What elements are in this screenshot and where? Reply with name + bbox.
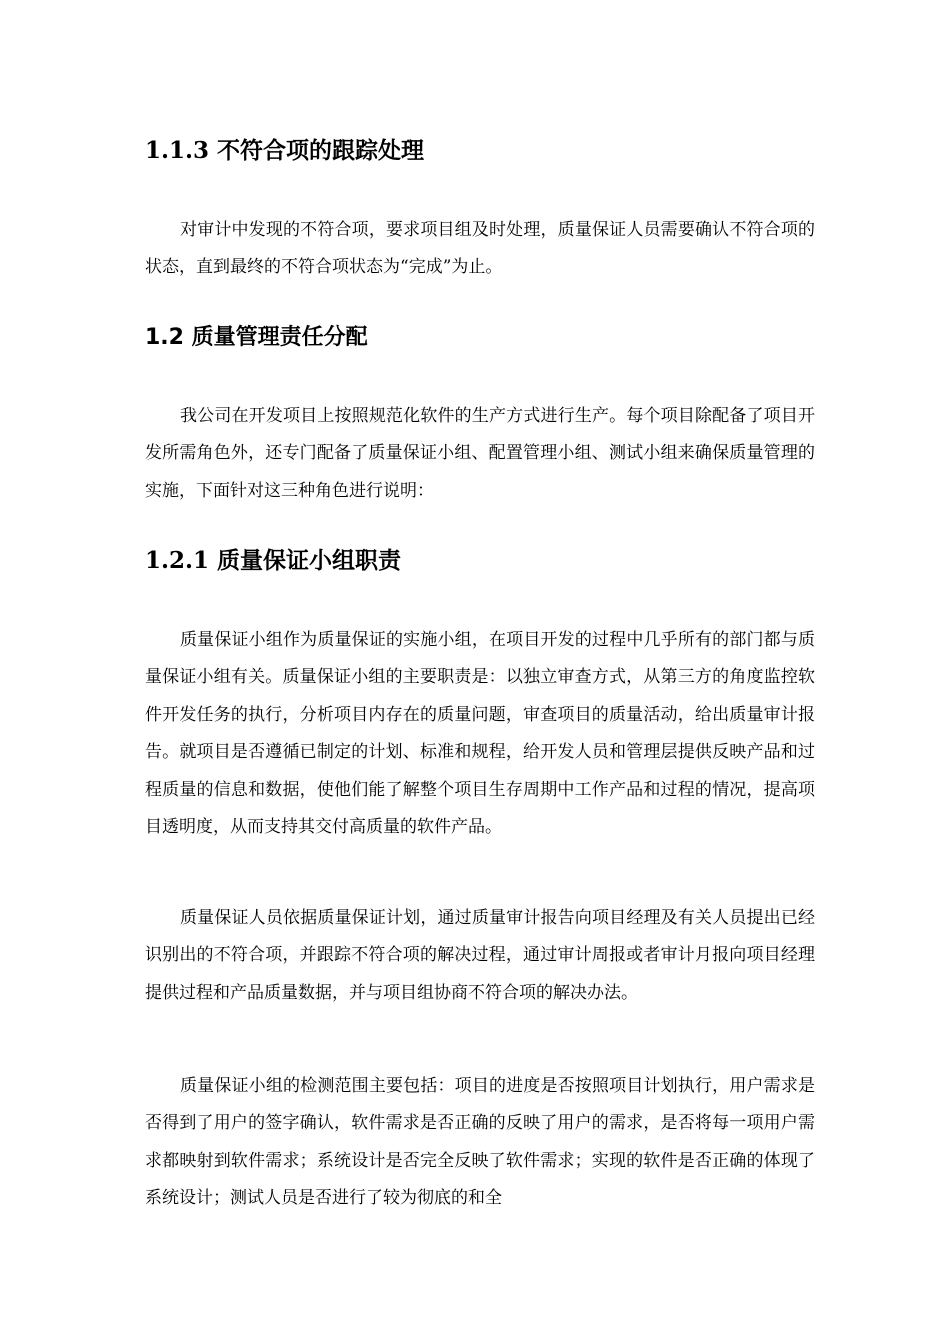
section-heading-1-2: 1.2 质量管理责任分配 (145, 325, 368, 350)
section-heading-1-2-1: 1.2.1 质量保证小组职责 (145, 547, 402, 574)
paragraph-qa-staff-process: 质量保证人员依据质量保证计划，通过质量审计报告向项目经理及有关人员提出已经识别出的不符合项，并跟踪不符合项的解决过程，通过审计周报或者审计月报向项目经理提供过程和产品质量数据，并与项目组协商不符合项的解决办法。 (145, 908, 815, 1003)
paragraph-responsibility-allocation: 我公司在开发项目上按照规范化软件的生产方式进行生产。每个项目除配备了项目开发所需角色外，还专门配备了质量保证小组、配置管理小组、测试小组来确保质量管理的实施，下面针对这三种角色进行说明： (145, 406, 815, 501)
paragraph-nonconformity-tracking: 对审计中发现的不符合项，要求项目组及时处理，质量保证人员需要确认不符合项的状态，直到最终的不符合项状态为“完成”为止。 (145, 220, 815, 278)
paragraph-qa-inspection-scope: 质量保证小组的检测范围主要包括：项目的进度是否按照项目计划执行，用户需求是否得到了用户的签字确认，软件需求是否正确的反映了用户的需求，是否将每一项用户需求都映射到软件需求；系统设计是否完全反映了软件需求；实现的软件是否正确的体现了系统设计；测试人员是否进行了较为彻底的和全 (145, 1076, 815, 1209)
paragraph-qa-team-duties: 质量保证小组作为质量保证的实施小组，在项目开发的过程中几乎所有的部门都与质量保证小组有关。质量保证小组的主要职责是：以独立审查方式，从第三方的角度监控软件开发任务的执行，分析项目内存在的质量问题，审查项目的质量活动，给出质量审计报告。就项目是否遵循已制定的计划、标准和规程，给开发人员和管理层提供反映产品和过程质量的信息和数据，使他们能了解整个项目生存周期中工作产品和过程的情况，提高项目透明度，从而支持其交付高质量的软件产品。 (145, 630, 815, 838)
section-heading-1-1-3: 1.1.3 不符合项的跟踪处理 (145, 137, 425, 164)
